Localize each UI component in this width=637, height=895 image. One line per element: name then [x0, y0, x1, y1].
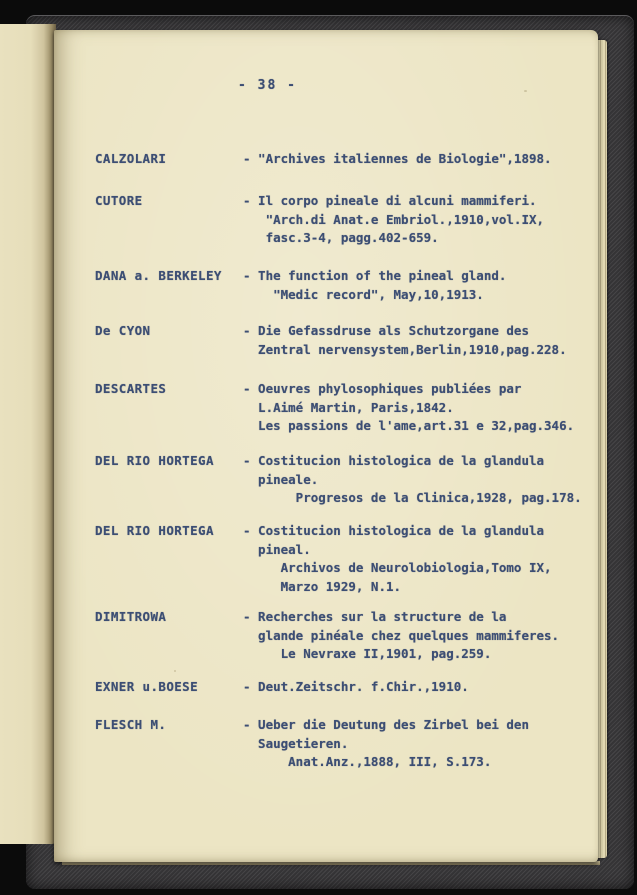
- citation-line: Saugetieren.: [243, 735, 349, 751]
- citation-line: Progresos de la Clinica,1928, pag.178.: [243, 490, 582, 505]
- citation-line: glande pinéale chez quelques mammiferes.: [243, 627, 560, 643]
- entry-citation: [243, 150, 552, 169]
- entry-author: FLESCH M.: [95, 717, 167, 732]
- entry-citation: [243, 522, 552, 596]
- entry-citation: [243, 322, 567, 359]
- paper-speck: [174, 670, 176, 672]
- citation-line: - Ueber die Deutung des Zirbel bei den: [243, 717, 529, 732]
- citation-line: Anat.Anz.,1888, III, S.173.: [243, 754, 492, 769]
- entry-citation: [243, 452, 582, 508]
- entry-citation: [243, 267, 506, 304]
- paper-speck: [524, 90, 527, 92]
- citation-line: "Medic record", May,10,1913.: [243, 286, 484, 302]
- citation-line: L.Aimé Martin, Paris,1842.: [243, 399, 454, 415]
- entry-citation: [243, 192, 544, 248]
- citation-line: - Recherches sur la structure de la: [243, 609, 507, 624]
- citation-line: - "Archives italiennes de Biologie",1898.: [243, 151, 552, 166]
- citation-line: pineal.: [243, 541, 311, 557]
- entry-author: DEL RIO HORTEGA: [95, 453, 214, 468]
- entry-citation: [243, 608, 559, 664]
- citation-line: Le Nevraxe II,1901, pag.259.: [243, 646, 492, 661]
- entry-citation: [243, 380, 574, 436]
- bibliography-page: [54, 30, 598, 862]
- entry-author: De CYON: [95, 323, 151, 338]
- citation-line: Archivos de Neurolobiologia,Tomo IX,: [243, 560, 552, 575]
- citation-line: - The function of the pineal gland.: [243, 268, 507, 283]
- citation-line: - Die Gefassdruse als Schutzorgane des: [243, 323, 529, 338]
- page-number: - 38 -: [238, 78, 297, 93]
- entry-author: DESCARTES: [95, 381, 167, 396]
- citation-line: Marzo 1929, N.1.: [243, 578, 402, 594]
- entry-citation: [243, 716, 529, 772]
- entry-author: DANA a. BERKELEY: [95, 268, 222, 283]
- facing-page-edge: [0, 24, 56, 844]
- entry-author: CUTORE: [95, 193, 143, 208]
- entry-author: DIMITROWA: [95, 609, 167, 624]
- entry-citation: [243, 678, 469, 697]
- entry-author: DEL RIO HORTEGA: [95, 523, 214, 538]
- citation-line: - Il corpo pineale di alcuni mammiferi.: [243, 193, 537, 208]
- citation-line: Les passions de l'ame,art.31 e 32,pag.346.: [243, 418, 575, 433]
- page-stack-right-edge: [598, 40, 607, 858]
- citation-line: fasc.3-4, pagg.402-659.: [243, 230, 439, 245]
- citation-line: - Costitucion histologica de la glandula: [243, 523, 545, 538]
- entry-author: CALZOLARI: [95, 151, 167, 166]
- citation-line: - Costitucion histologica de la glandula: [243, 453, 545, 468]
- citation-line: - Oeuvres phylosophiques publiées par: [243, 381, 522, 396]
- citation-line: Zentral nervensystem,Berlin,1910,pag.228.: [243, 341, 567, 357]
- entry-author: EXNER u.BOESE: [95, 679, 199, 694]
- citation-line: "Arch.di Anat.e Embriol.,1910,vol.IX,: [243, 211, 545, 227]
- citation-line: pineale.: [243, 471, 319, 487]
- citation-line: - Deut.Zeitschr. f.Chir.,1910.: [243, 679, 469, 694]
